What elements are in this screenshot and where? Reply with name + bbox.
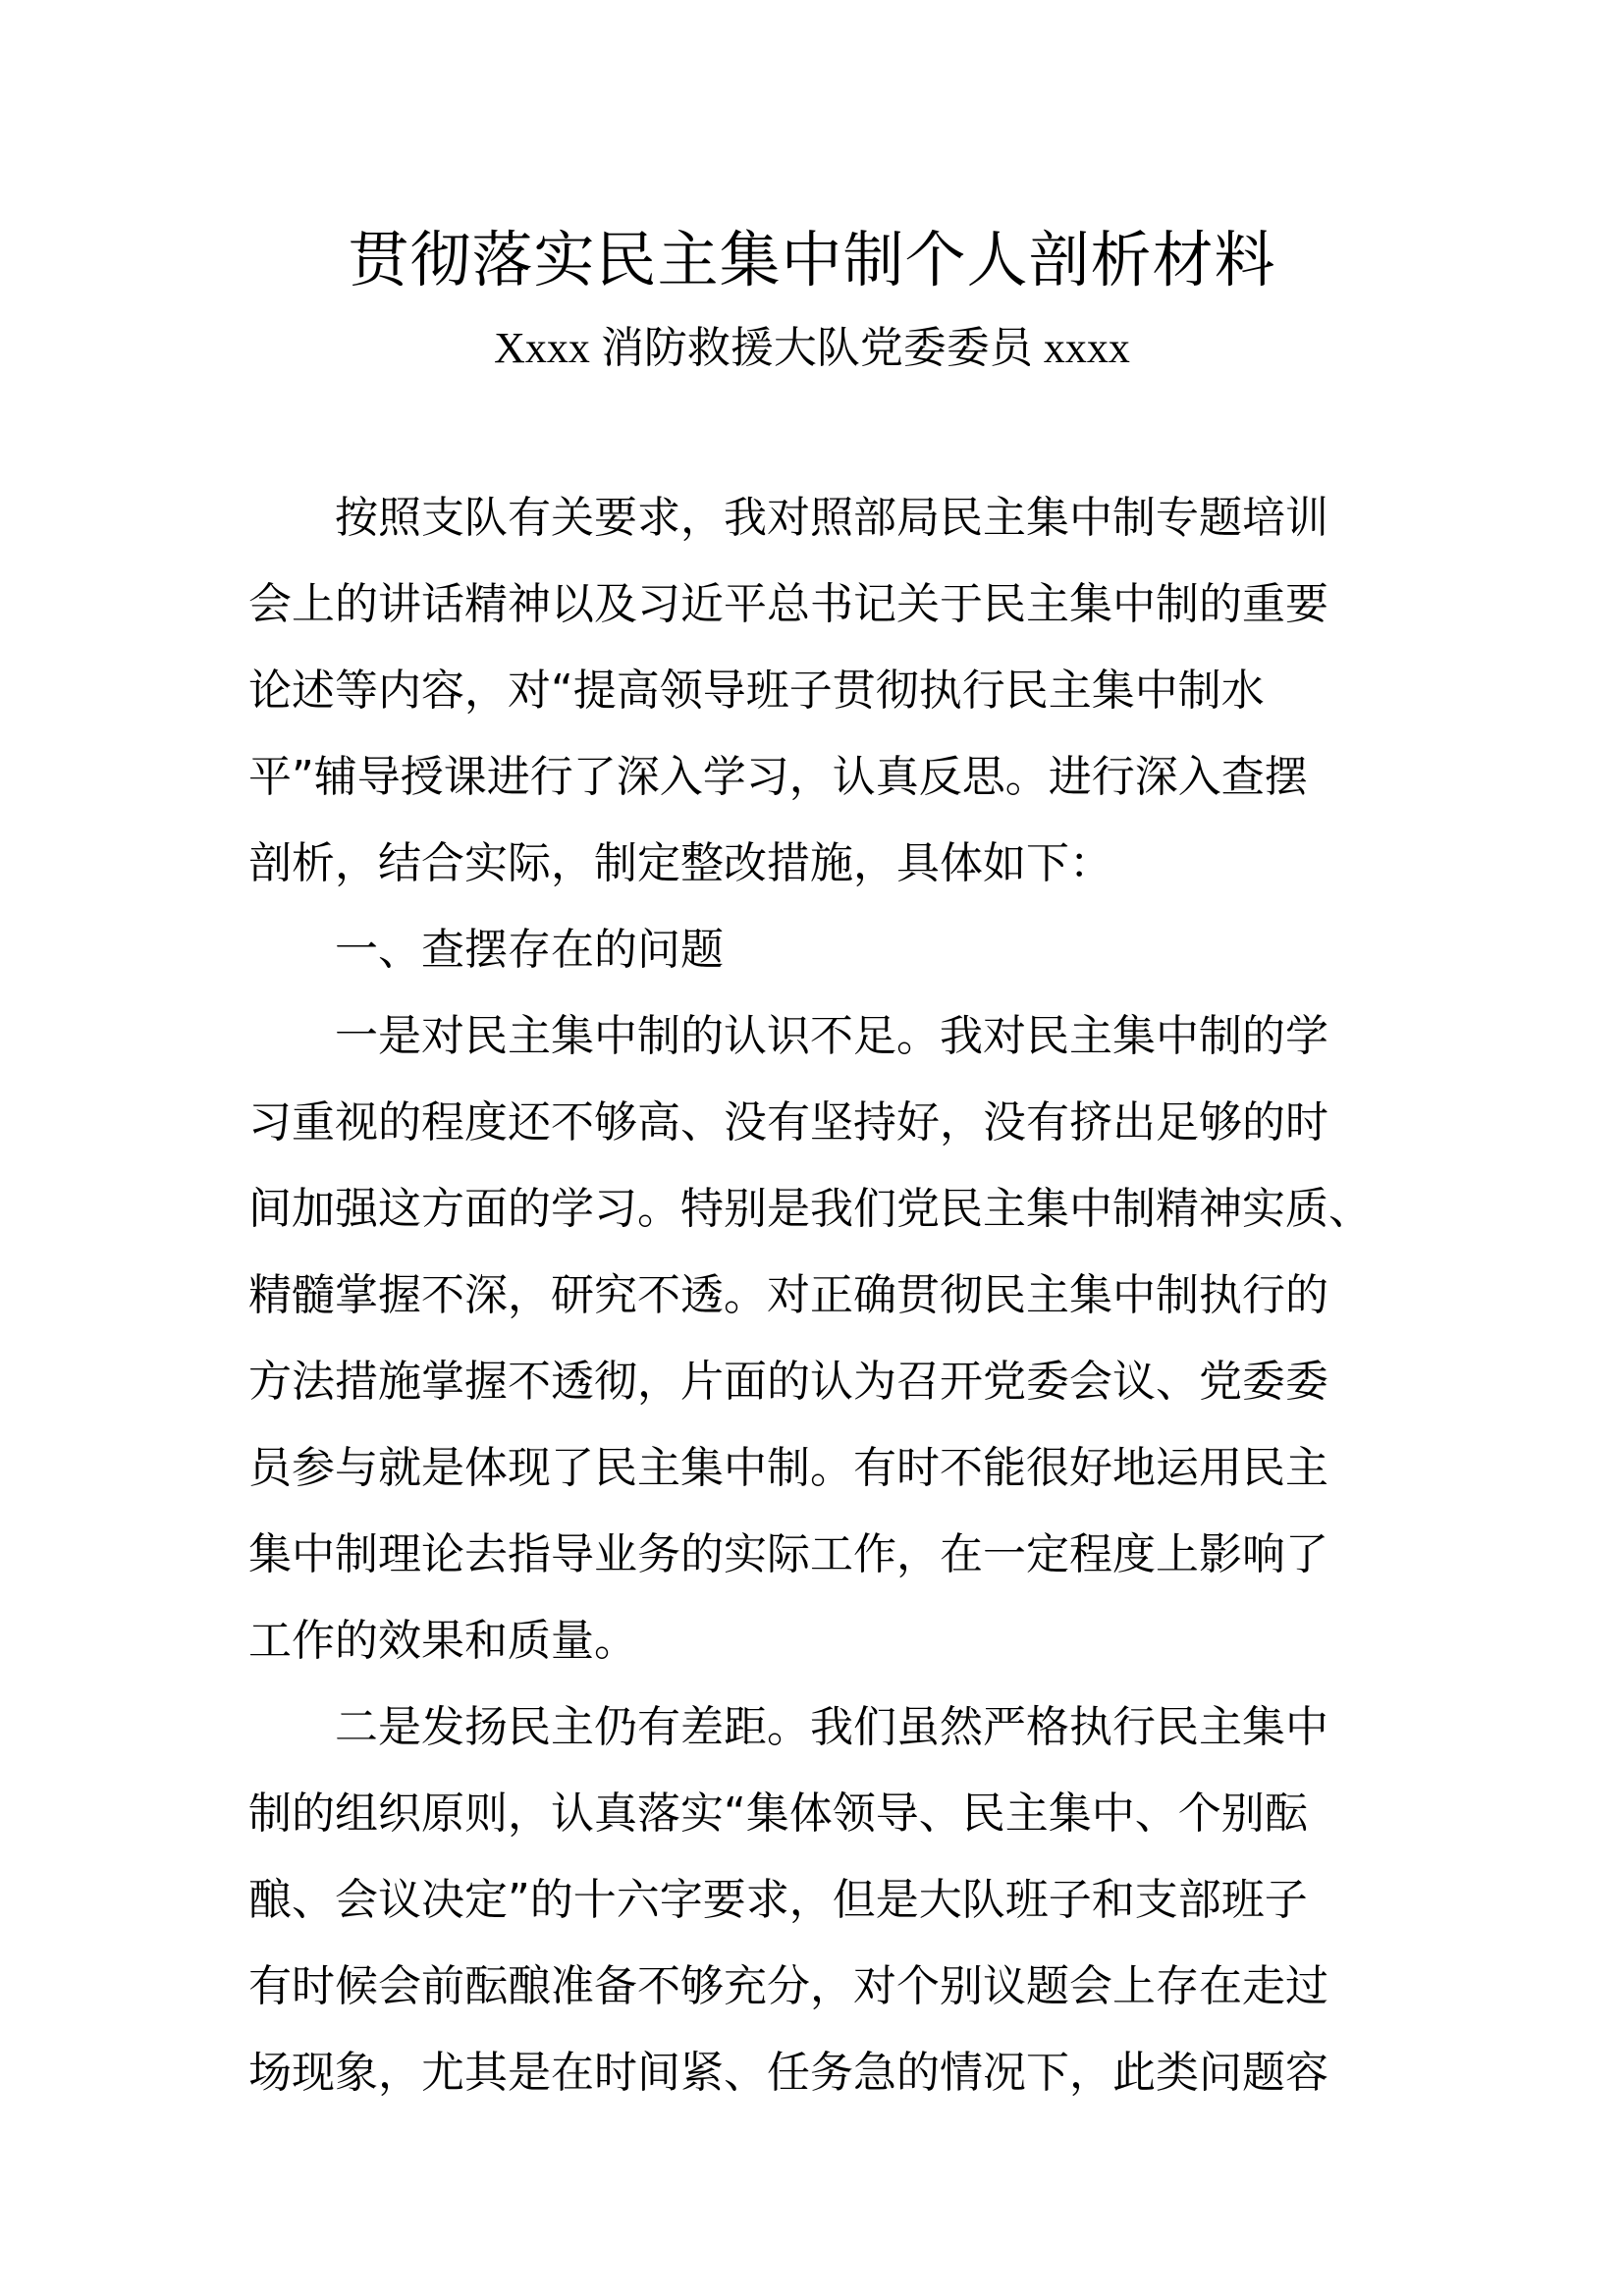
paragraph-point-one-line: 方法措施掌握不透彻，片面的认为召开党委会议、党委委 [248,1357,1328,1407]
paragraph-intro-line: 平”辅导授课进行了深入学习，认真反思。进行深入查摆 [248,752,1308,802]
paragraph-point-two-line: 有时候会前酝酿准备不够充分，对个别议题会上存在走过 [248,1961,1328,2011]
section-heading: 一、查摆存在的问题 [335,925,724,975]
paragraph-point-one-line: 精髓掌握不深，研究不透。对正确贯彻民主集中制执行的 [248,1270,1328,1320]
paragraph-point-two-line: 制的组织原则，认真落实“集体领导、民主集中、个别酝 [248,1789,1308,1839]
paragraph-point-one-line: 一是对民主集中制的认识不足。我对民主集中制的学 [335,1011,1328,1061]
paragraph-intro-line: 会上的讲话精神以及习近平总书记关于民主集中制的重要 [248,579,1328,629]
paragraph-point-one-line: 集中制理论去指导业务的实际工作，在一定程度上影响了 [248,1529,1328,1579]
paragraph-point-two-line: 场现象，尤其是在时间紧、任务急的情况下，此类问题容 [248,2048,1328,2098]
paragraph-intro-line: 按照支队有关要求，我对照部局民主集中制专题培训 [335,493,1328,543]
document-body [248,475,1387,2116]
paragraph-intro-line: 论述等内容，对“提高领导班子贯彻执行民主集中制水 [248,666,1265,716]
paragraph-point-one-line: 工作的效果和质量。 [248,1616,637,1666]
document-title: 贯彻落实民主集中制个人剖析材料 [348,224,1276,295]
document-author-line: Xxxx 消防救援大队党委委员 xxxx [494,324,1130,372]
paragraph-point-two-line: 二是发扬民主仍有差距。我们虽然严格执行民主集中 [335,1702,1328,1752]
paragraph-point-two-line: 酿、会议决定”的十六字要求，但是大队班子和支部班子 [248,1875,1308,1925]
paragraph-point-one-line: 间加强这方面的学习。特别是我们党民主集中制精神实质、 [248,1184,1372,1234]
paragraph-intro-line: 剖析，结合实际，制定整改措施，具体如下： [248,838,1112,888]
paragraph-point-one-line: 习重视的程度还不够高、没有坚持好，没有挤出足够的时 [248,1097,1328,1148]
paragraph-point-one-line: 员参与就是体现了民主集中制。有时不能很好地运用民主 [248,1443,1328,1493]
